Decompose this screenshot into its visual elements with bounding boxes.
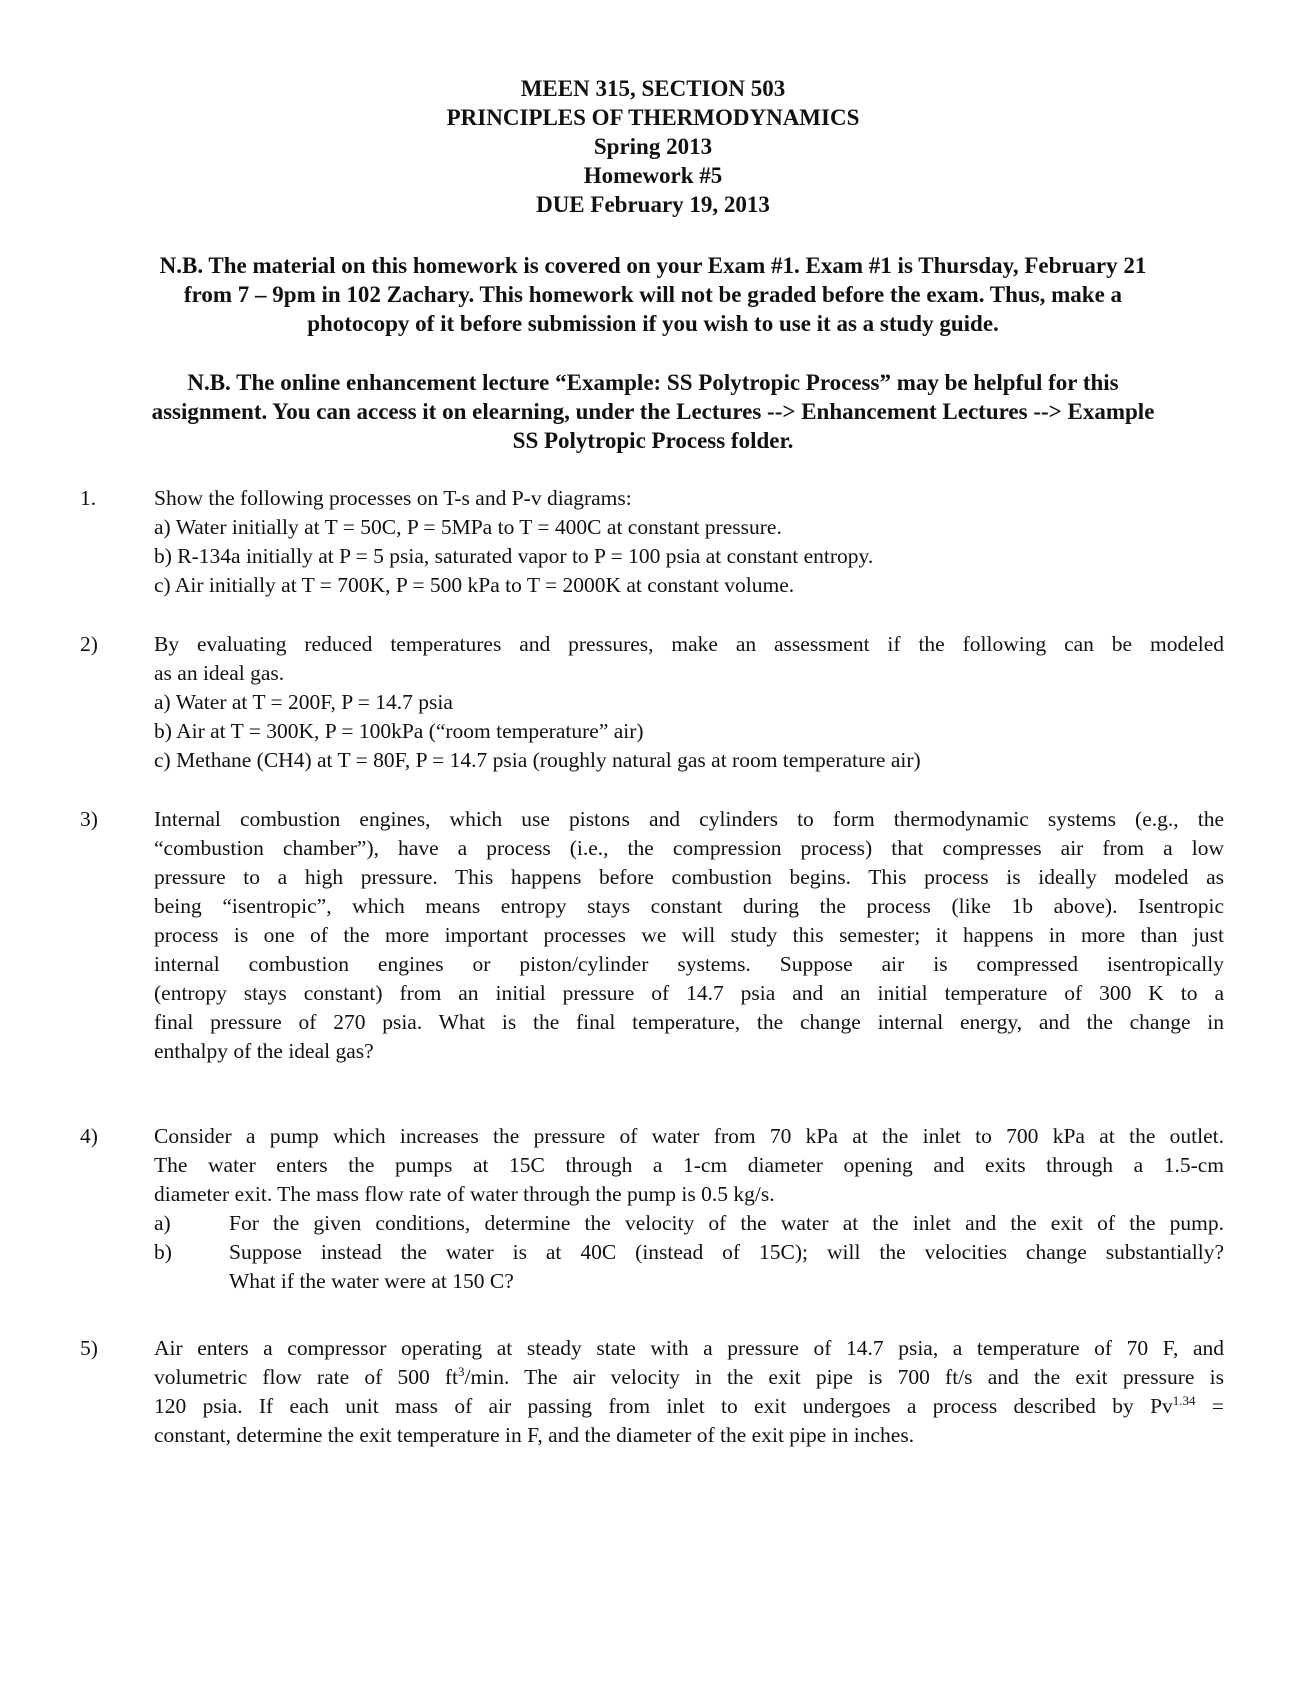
problem-line: “combustion chamber”), have a process (i.e., the compression process) that compresses air from a low bbox=[154, 836, 1224, 860]
problem-number: 3) bbox=[80, 807, 98, 831]
exponent: 3 bbox=[458, 1363, 465, 1379]
sub-question-label: b) bbox=[154, 1240, 172, 1264]
problem-number: 4) bbox=[80, 1124, 98, 1148]
sub-question-text: For the given conditions, determine the velocity of the water at the inlet and the exit of the pump. bbox=[229, 1211, 1224, 1235]
problem-line: c) Methane (CH4) at T = 80F, P = 14.7 psia (roughly natural gas at room temperature air) bbox=[154, 748, 921, 772]
problem-line: The water enters the pumps at 15C through a 1-cm diameter opening and exits through a 1.5-cm bbox=[154, 1153, 1224, 1177]
text-run: = bbox=[1195, 1394, 1224, 1418]
problem-body bbox=[154, 1334, 1224, 1450]
exam-note bbox=[88, 251, 1218, 338]
note-line: from 7 – 9pm in 102 Zachary. This homework will not be graded before the exam. Thus, make a bbox=[183, 282, 1123, 307]
problem-line: c) Air initially at T = 700K, P = 500 kPa to T = 2000K at constant volume. bbox=[154, 573, 795, 597]
sub-question-label: a) bbox=[154, 1211, 171, 1235]
homework-number: Homework #5 bbox=[583, 163, 723, 188]
term: Spring 2013 bbox=[593, 134, 713, 159]
problem-body bbox=[154, 1122, 1224, 1296]
problem-line: as an ideal gas. bbox=[154, 661, 285, 685]
problem-line: Consider a pump which increases the pressure of water from 70 kPa at the inlet to 700 kPa at the outlet. bbox=[154, 1124, 1224, 1148]
sub-question-text: What if the water were at 150 C? bbox=[229, 1269, 514, 1293]
note-line: N.B. The material on this homework is covered on your Exam #1. Exam #1 is Thursday, February 21 bbox=[159, 253, 1147, 278]
problem-line: process is one of the more important processes we will study this semester; it happens in more than just bbox=[154, 923, 1224, 947]
problem-line: b) R-134a initially at P = 5 psia, saturated vapor to P = 100 psia at constant entropy. bbox=[154, 544, 874, 568]
problem-line: enthalpy of the ideal gas? bbox=[154, 1039, 374, 1063]
exponent: 1.34 bbox=[1172, 1392, 1196, 1408]
note-line: SS Polytropic Process folder. bbox=[512, 428, 794, 453]
note-line: N.B. The online enhancement lecture “Example: SS Polytropic Process” may be helpful for this bbox=[187, 370, 1119, 395]
problem-line: (entropy stays constant) from an initial pressure of 14.7 psia and an initial temperature of 300 K to a bbox=[154, 981, 1224, 1005]
problem-line: b) Air at T = 300K, P = 100kPa (“room temperature” air) bbox=[154, 719, 644, 743]
problem-line: a) Water at T = 200F, P = 14.7 psia bbox=[154, 690, 453, 714]
sub-question-b bbox=[154, 1238, 1224, 1296]
problem-line: being “isentropic”, which means entropy stays constant during the process (like 1b above). Isentropic bbox=[154, 894, 1224, 918]
sub-question-a bbox=[154, 1209, 1224, 1238]
problem-body bbox=[154, 805, 1224, 1066]
problem-number: 1. bbox=[80, 486, 97, 510]
problem-line: Air enters a compressor operating at steady state with a pressure of 14.7 psia, a temperature of 70 F, and bbox=[154, 1336, 1224, 1360]
note-line: assignment. You can access it on elearning, under the Lectures --> Enhancement Lectures --> Example bbox=[151, 399, 1155, 424]
course-title: PRINCIPLES OF THERMODYNAMICS bbox=[446, 105, 860, 130]
problem-line: final pressure of 270 psia. What is the final temperature, the change internal energy, and the change in bbox=[154, 1010, 1224, 1034]
problem-line: By evaluating reduced temperatures and pressures, make an assessment if the following can be modeled bbox=[154, 632, 1224, 656]
problem-line: pressure to a high pressure. This happens before combustion begins. This process is ideally modeled as bbox=[154, 865, 1224, 889]
problem-line: Show the following processes on T-s and P-v diagrams: bbox=[154, 486, 632, 510]
problem-number: 5) bbox=[80, 1336, 98, 1360]
note-line: photocopy of it before submission if you wish to use it as a study guide. bbox=[307, 311, 999, 336]
due-date: DUE February 19, 2013 bbox=[536, 192, 770, 217]
problem-number: 2) bbox=[80, 632, 98, 656]
sub-question-text: Suppose instead the water is at 40C (instead of 15C); will the velocities change substantially? bbox=[229, 1240, 1224, 1264]
problem-line: diameter exit. The mass flow rate of water through the pump is 0.5 kg/s. bbox=[154, 1182, 775, 1206]
text-run: 120 psia. If each unit mass of air passing from inlet to exit undergoes a process described by Pv bbox=[154, 1394, 1173, 1418]
problem-body bbox=[154, 630, 1224, 775]
problem-line: constant, determine the exit temperature in F, and the diameter of the exit pipe in inches. bbox=[154, 1423, 915, 1447]
problem-line bbox=[154, 1363, 1224, 1392]
problem-line: a) Water initially at T = 50C, P = 5MPa to T = 400C at constant pressure. bbox=[154, 515, 782, 539]
homework-header bbox=[0, 74, 1306, 219]
text-run: /min. The air velocity in the exit pipe is 700 ft/s and the exit pressure is bbox=[464, 1365, 1225, 1389]
course-code: MEEN 315, SECTION 503 bbox=[520, 76, 786, 101]
problem-line bbox=[154, 1392, 1224, 1421]
problem-line: internal combustion engines or piston/cylinder systems. Suppose air is compressed isentropically bbox=[154, 952, 1224, 976]
text-run: volumetric flow rate of 500 ft bbox=[154, 1365, 459, 1389]
problem-body bbox=[154, 484, 1224, 600]
enhancement-lecture-note bbox=[88, 368, 1218, 455]
problem-line: Internal combustion engines, which use pistons and cylinders to form thermodynamic systems (e.g., the bbox=[154, 807, 1224, 831]
